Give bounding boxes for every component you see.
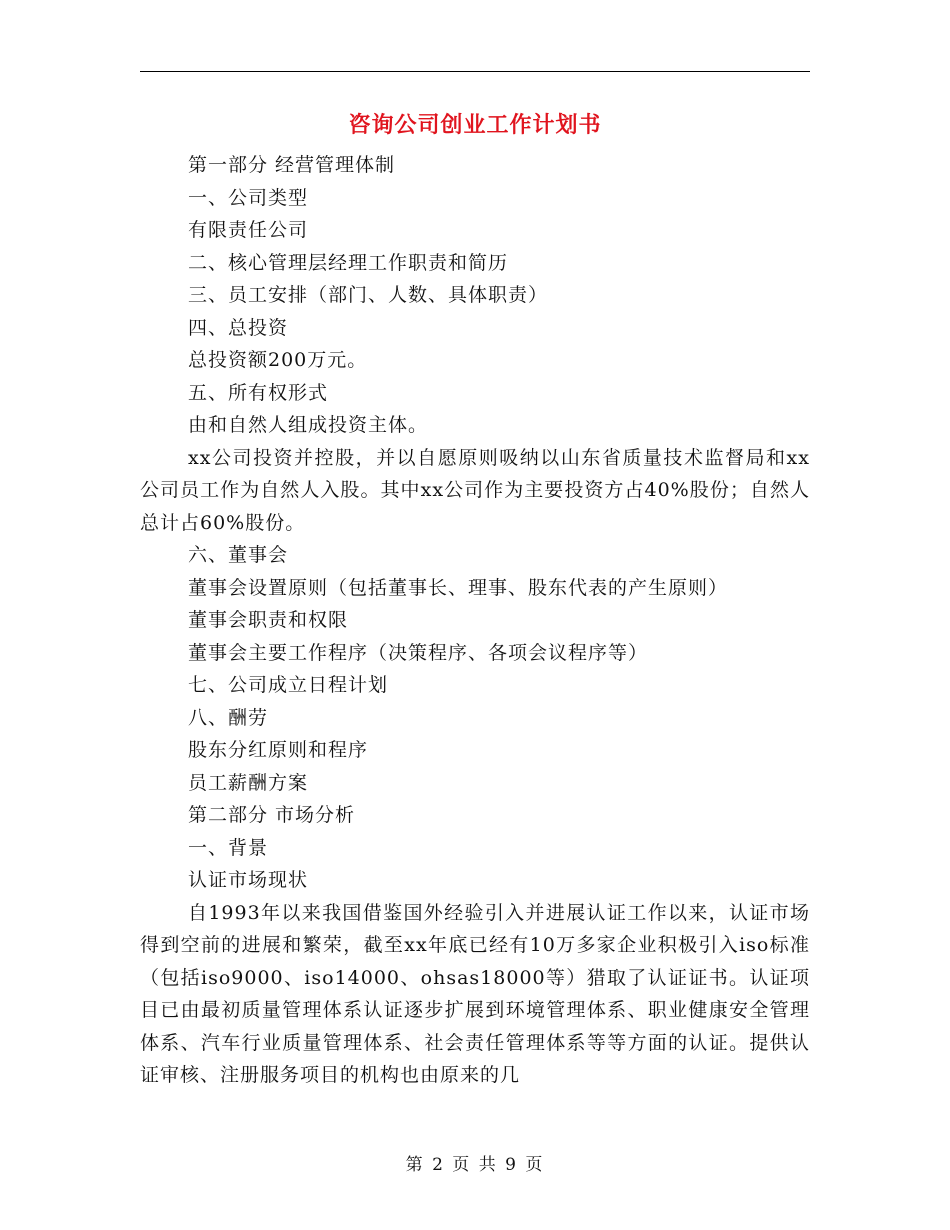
body-line: 认证市场现状 <box>188 869 309 891</box>
page-number-footer: 第 2 页 共 9 页 <box>405 1155 545 1175</box>
subsection-heading: 五、所有权形式 <box>188 381 329 404</box>
subsection-heading: 二、核心管理层经理工作职责和简历 <box>188 251 509 274</box>
body-paragraph: 自1993年以来我国借鉴国外经验引入并进展认证工作以来，认证市场得到空前的进展和繁荣，截至xx年底已经有10万多家企业积极引入iso标准（包括iso9000、iso14000、ohsas18000等）猎取了认证证书。认证项目已由最初质量管理体系认证逐步扩展到环境管理体系、职业健康安全管理体系、汽车行业质量管理体系、社会责任管理体系等等方面的认证。提供认证审核、注册服务项目的机构也由原来的几 <box>140 901 810 1086</box>
subsection-heading: 六、董事会 <box>188 544 289 566</box>
subsection-heading: 一、背景 <box>188 836 269 859</box>
section-heading: 第一部分 经营管理体制 <box>188 154 396 176</box>
subsection-heading: 一、公司类型 <box>188 186 309 209</box>
document-body <box>140 149 810 1092</box>
subsection-heading: 三、员工安排（部门、人数、具体职责） <box>188 284 549 306</box>
body-line: 董事会设置原则（包括董事长、理事、股东代表的产生原则） <box>188 576 729 599</box>
body-line: 员工薪酬方案 <box>188 771 309 794</box>
document-title: 咨询公司创业工作计划书 <box>348 112 602 138</box>
header-rule <box>140 71 810 72</box>
body-line: 总投资额200万元。 <box>188 349 368 371</box>
body-line: 股东分红原则和程序 <box>188 739 369 761</box>
body-line: 有限责任公司 <box>188 219 309 241</box>
subsection-heading: 八、酬劳 <box>188 706 269 729</box>
body-line: 由和自然人组成投资主体。 <box>188 414 429 436</box>
body-line: 董事会职责和权限 <box>188 609 349 631</box>
section-heading: 第二部分 市场分析 <box>188 804 356 826</box>
subsection-heading: 四、总投资 <box>188 316 289 339</box>
body-paragraph: xx公司投资并控股，并以自愿原则吸纳以山东省质量技术监督局和xx公司员工作为自然人入股。其中xx公司作为主要投资方占40%股份；自然人总计占60%股份。 <box>140 446 810 534</box>
body-line: 董事会主要工作程序（决策程序、各项会议程序等） <box>188 641 649 664</box>
subsection-heading: 七、公司成立日程计划 <box>188 674 389 696</box>
